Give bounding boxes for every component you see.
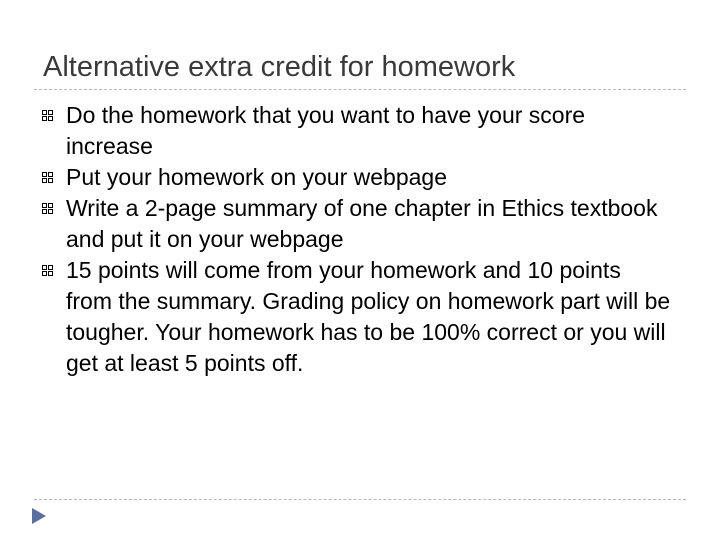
- bullet-icon: [42, 110, 53, 121]
- bullet-icon: [42, 203, 53, 214]
- footer-divider: [34, 499, 686, 500]
- bullet-text: Write a 2-page summary of one chapter in Ethics textbook and put it on your webpage: [66, 195, 658, 252]
- bullet-text: 15 points will come from your homework and 10 points from the summary. Grading policy on homework part will be tougher. Your homework has to be 100% correct or you will get at least 5 points off.: [66, 257, 671, 376]
- bullet-text: Do the homework that you want to have your score increase: [66, 102, 586, 159]
- slide-title: Alternative extra credit for homework: [43, 51, 516, 83]
- list-item: [42, 162, 672, 193]
- title-divider: [34, 89, 686, 90]
- list-item: [42, 100, 672, 162]
- list-item: [42, 255, 672, 379]
- list-item: [42, 193, 672, 255]
- bullet-text: Put your homework on your webpage: [66, 164, 447, 190]
- bullet-icon: [42, 265, 53, 276]
- play-arrow-icon[interactable]: [31, 507, 47, 525]
- bullet-icon: [42, 172, 53, 183]
- bullet-list: [42, 100, 672, 379]
